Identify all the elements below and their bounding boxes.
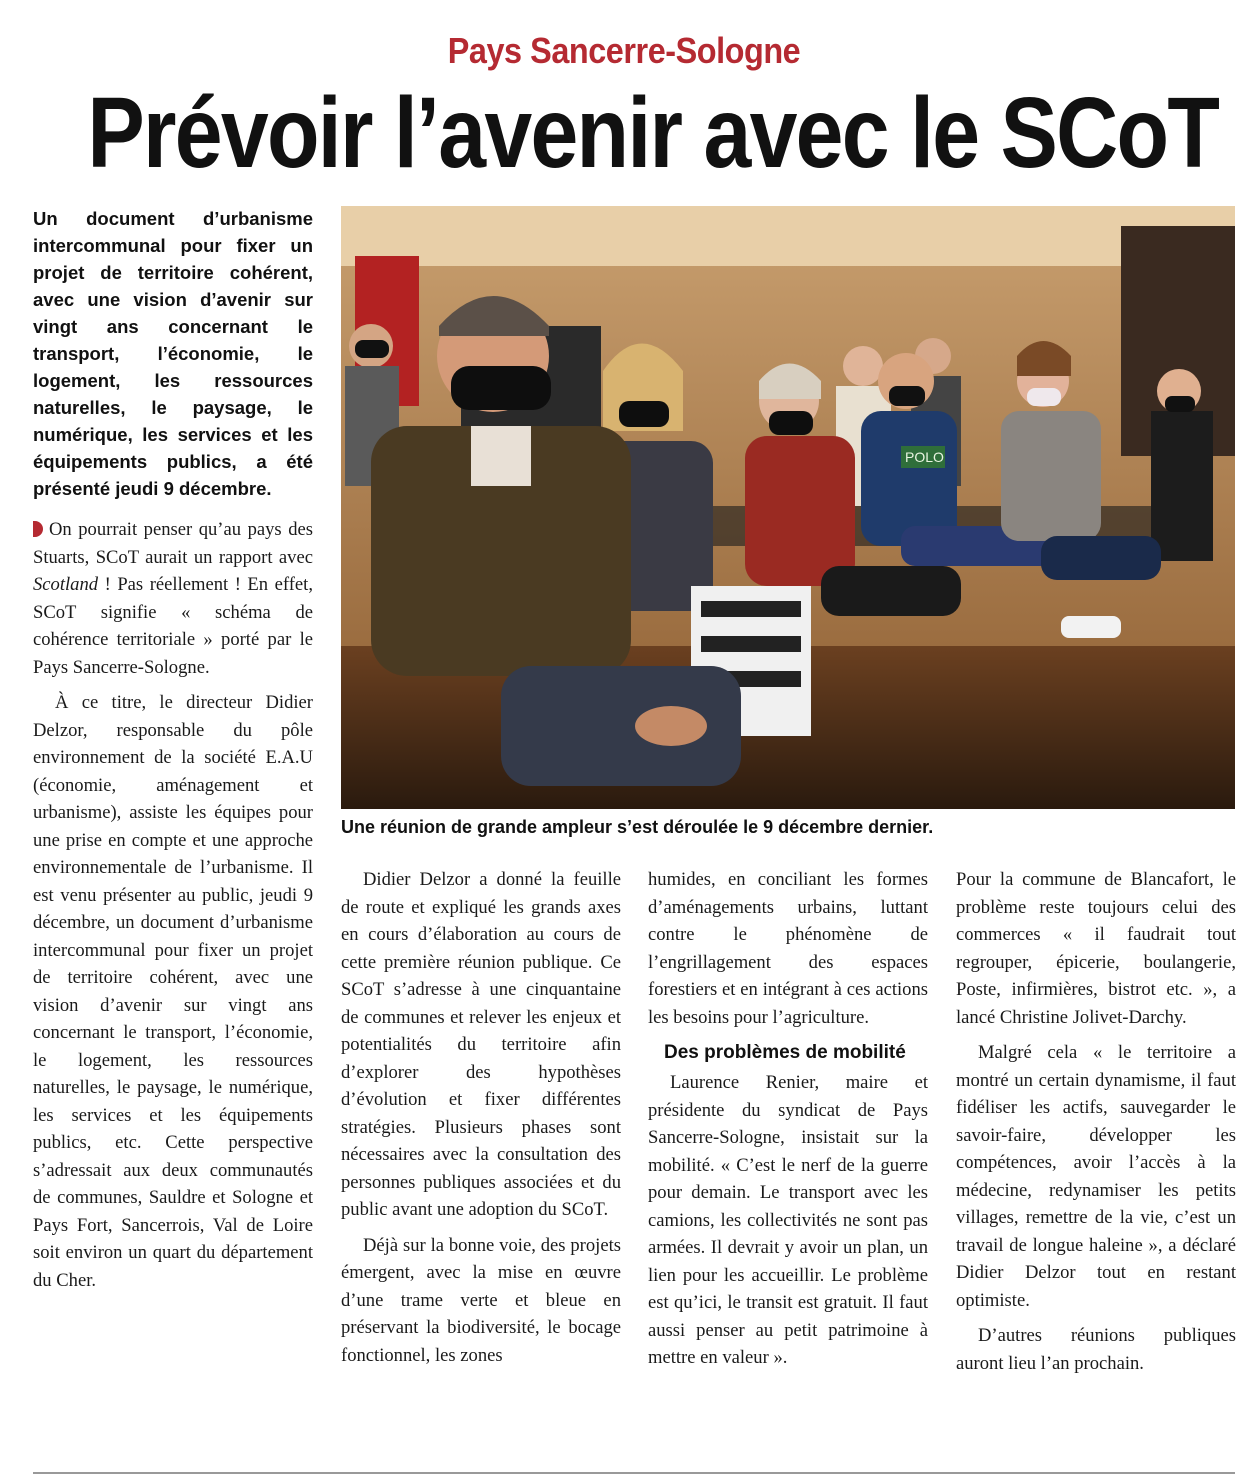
- article-column-3: [648, 866, 928, 1372]
- article-column-2: [341, 866, 621, 1369]
- body-text: On pourrait penser qu’au pays des Stuarts, SCoT aurait un rapport avec: [33, 519, 313, 568]
- article-lede: [33, 205, 313, 502]
- photo-caption: Une réunion de grande ampleur s’est déroulée le 9 décembre dernier.: [341, 817, 934, 837]
- body-paragraph: Laurence Renier, maire et présidente du syndicat de Pays Sancerre-Sologne, insistait sur la mobilité. « C’est le nerf de la guerre pour demain. Le transport avec les camions, les collectivités ne sont pas armées. Il devrait y avoir un plan, un lien pour les accueillir. Le problème est qu’ici, le transit est gratuit. Il faut aussi penser au petit patrimoine à mettre en valeur ».: [648, 1072, 928, 1368]
- body-paragraph: À ce titre, le directeur Didier Delzor, responsable du pôle environnement de la société E.A.U (économie, aménagement et urbanisme), assiste les équipes pour une prise en compte et une approche environnementale de l’urbanisme. Il est venu présenter au public, jeudi 9 décembre, un document d’urbanisme intercommunal pour fixer un projet de territoire cohérent, avec une vision d’avenir sur vingt ans concernant le transport, l’économie, le logement, les ressources naturelles, le paysage, le numérique, les services et les équipements publics, etc. Cette perspective s’adressait aux deux communautés de communes, Sauldre et Sologne et Pays Fort, Sancerrois, Val de Loire soit environ un quart du département du Cher.: [33, 692, 313, 1291]
- meeting-photo: [341, 206, 1235, 809]
- lede-text: Un document d’urbanisme intercommunal pour fixer un projet de territoire cohérent, avec une vision d’avenir sur vingt ans concernant le transport, l’économie, le logement, les ressources naturelles, le paysage, le numérique, les services et les équipements publics, a été présenté jeudi 9 décembre.: [33, 208, 313, 499]
- article-column-1: [33, 516, 313, 1294]
- section-subheading: Des problèmes de mobilité: [664, 1042, 906, 1063]
- article-headline: Prévoir l’avenir avec le SCoT: [87, 77, 1219, 189]
- body-paragraph: Malgré cela « le territoire a montré un certain dynamisme, il faut fidéliser les actifs, sauvegarder le savoir-faire, développer les compétences, avoir l’accès à la médecine, redynamiser les petits villages, remettre de la vie, c’est un travail de longue haleine », a déclaré Didier Delzor tout en restant optimiste.: [956, 1042, 1236, 1311]
- article-column-4: [956, 866, 1236, 1377]
- meeting-photo-illustration: [341, 206, 1235, 809]
- paragraph-marker-icon: [33, 521, 43, 537]
- body-text: ! Pas réellement ! En effet, SCoT signifie « schéma de cohérence territoriale » porté par le Pays Sancerre-Sologne.: [33, 574, 313, 678]
- body-paragraph: D’autres réunions publiques auront lieu l’an prochain.: [956, 1325, 1236, 1374]
- polo-shirt-text: POLO: [905, 449, 944, 465]
- section-kicker: Pays Sancerre-Sologne: [447, 30, 801, 71]
- body-paragraph: [33, 516, 313, 681]
- body-paragraph: Pour la commune de Blancafort, le problème reste toujours celui des commerces « il faudrait tout regrouper, épicerie, boulangerie, Poste, infirmières, bistrot etc. », a lancé Christine Jolivet-Darchy.: [956, 869, 1236, 1028]
- bottom-rule: [33, 1472, 1235, 1474]
- body-paragraph: Déjà sur la bonne voie, des projets émergent, avec la mise en œuvre d’une trame verte et bleue en préservant la biodiversité, le bocage fonctionnel, les zones: [341, 1234, 621, 1366]
- body-emphasis: Scotland: [33, 574, 99, 595]
- body-paragraph: Didier Delzor a donné la feuille de route et expliqué les grands axes en cours d’élaboration au cours de cette première réunion publique. Ce SCoT s’adresse à une cinquantaine de communes et relever les enjeux et potentialités du territoire afin d’explorer des hypothèses d’évolution et fixer différentes stratégies. Plusieurs phases sont nécessaires avec la consultation des personnes publiques associées et du public avant une adoption du SCoT.: [341, 869, 621, 1220]
- body-paragraph: humides, en conciliant les formes d’aménagements urbains, luttant contre le phénomène de l’engrillagement des espaces forestiers et en intégrant à ces actions les besoins pour l’agriculture.: [648, 869, 928, 1028]
